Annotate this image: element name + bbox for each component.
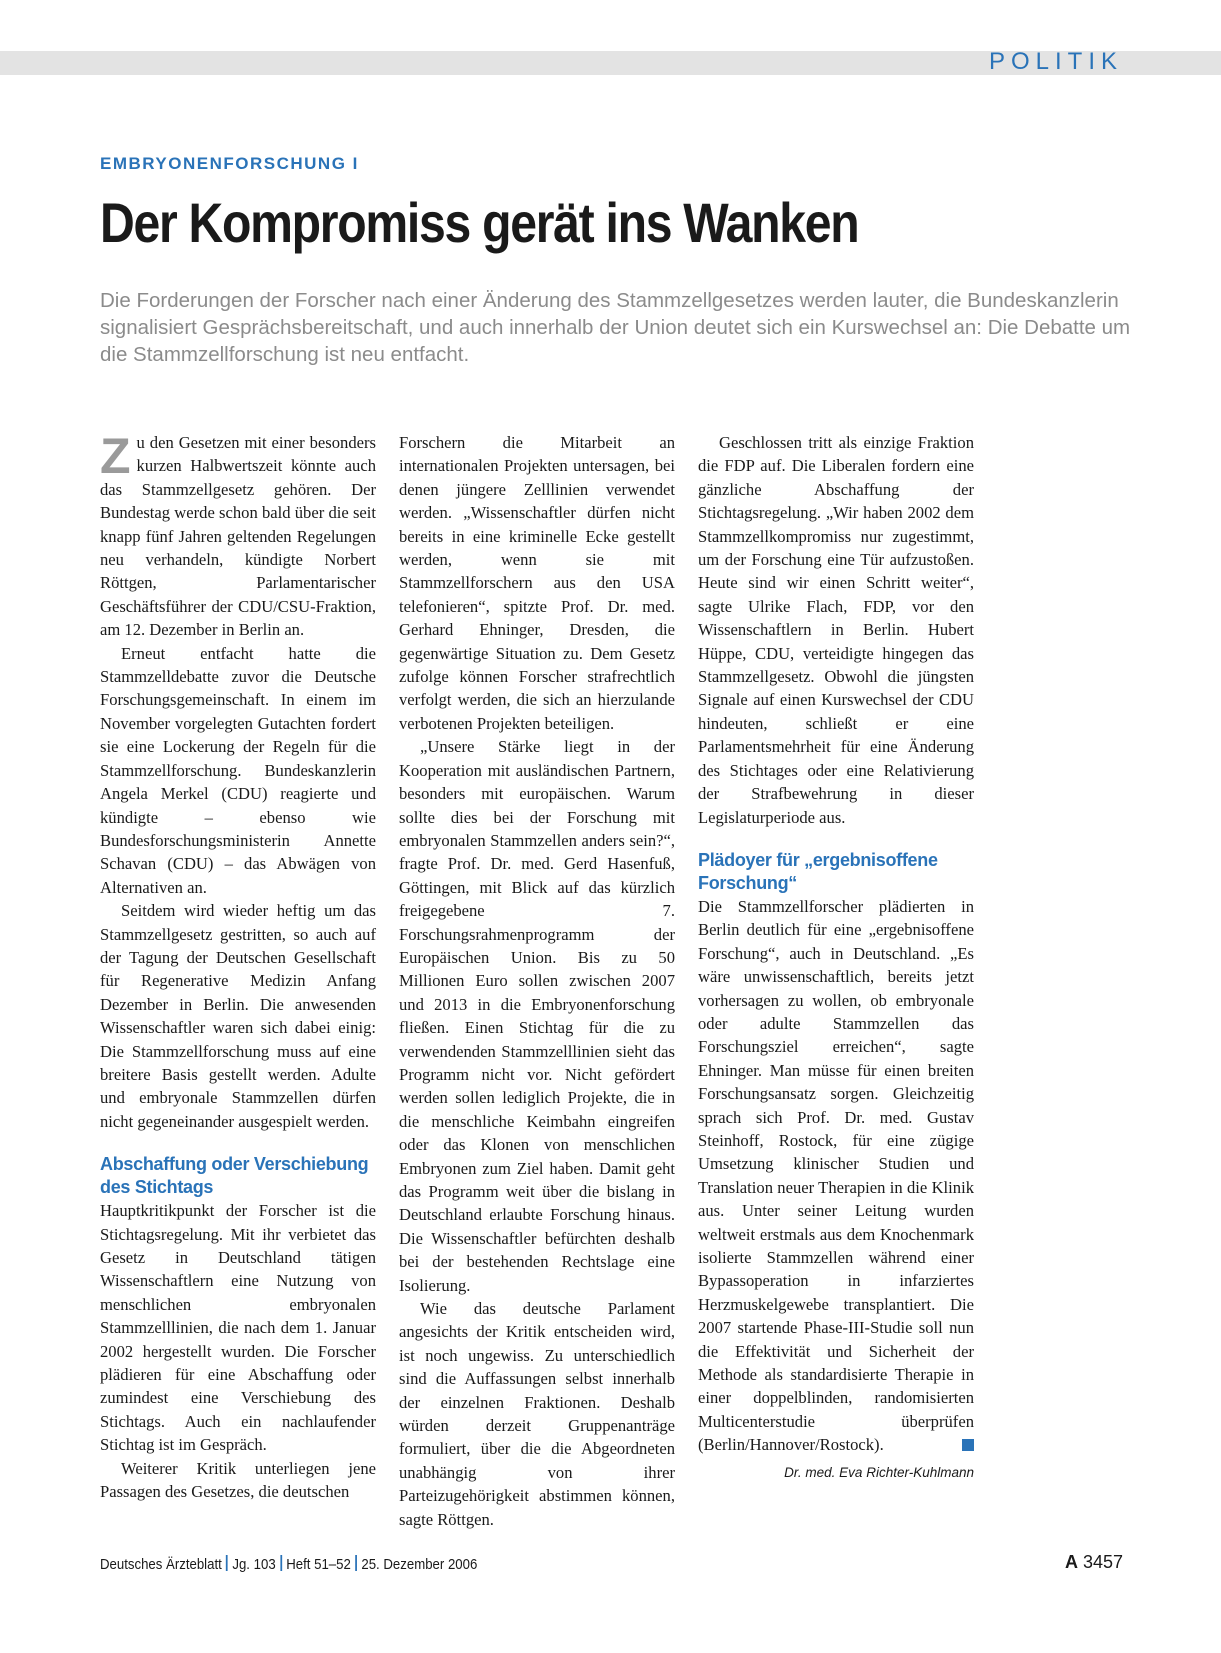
paragraph: Erneut entfacht hatte die Stammzelldebatte zuvor die Deutsche Forschungsgemeinschaft. In einem im November vorgelegten Gutachten fordert sie eine Lockerung der Regeln für die Stammzellforschung. Bundeskanzlerin Angela Merkel (CDU) reagierte und kündigte – ebenso wie Bundesforschungsministerin Annette Schavan (CDU) – das Abwägen von Alternativen an. bbox=[100, 643, 376, 897]
paragraph: Seitdem wird wieder heftig um das Stammzellgesetz gestritten, so auch auf der Tagung der Deutschen Gesellschaft für Regenerative Medizin Anfang Dezember in Berlin. Die anwesenden Wissenschaftler waren sich dabei einig: Die Stammzellforschung muss auf eine breitere Basis gestellt werden. Adulte und embryonale Stammzellen dürfen nicht gegeneinander ausgespielt werden. bbox=[100, 901, 376, 1131]
column-2 bbox=[399, 431, 675, 1531]
paragraph: Weiterer Kritik unterliegen jene Passagen des Gesetzes, die deutschen bbox=[100, 1458, 376, 1502]
separator bbox=[226, 1555, 228, 1571]
paragraph-text: u den Gesetzen mit einer besonders kurzen Halbwertszeit könnte auch das Stammzellgesetz gehören. Der Bundestag werde schon bald über die seit knapp fünf Jahren geltenden Regelungen neu verhandeln, kündigte Norbert Röttgen, Parlamentarischer Geschäftsführer der CDU/CSU-Fraktion, am 12. Dezember in Berlin an. bbox=[100, 433, 376, 640]
subheading: Plädoyer für „ergebnisoffene Forschung“ bbox=[698, 849, 938, 893]
author-byline: Dr. med. Eva Richter-Kuhlmann bbox=[784, 1464, 974, 1480]
drop-cap: Z bbox=[100, 428, 131, 484]
article-lead: Die Forderungen der Forscher nach einer Änderung des Stammzellgesetzes werden lauter, die Bundeskanzlerin signalisiert Gesprächsbereitschaft, und auch innerhalb der Union deutet sich ein Kurswechsel an: Die Debatte um die Stammzellforschung ist neu entfacht. bbox=[100, 289, 1131, 366]
separator bbox=[355, 1555, 357, 1571]
journal-volume: Jg. 103 bbox=[232, 1556, 276, 1573]
footer-citation bbox=[100, 1555, 477, 1573]
paragraph bbox=[100, 428, 376, 642]
paragraph-text: Die Stammzellforscher plädierten in Berlin deutlich für eine „ergebnisoffene Forschung“, auch in Deutschland. „Es wäre unwissenschaftlich, bereits jetzt vorhersagen zu wollen, ob embryonale oder adulte Stammzellen das Forschungsziel erreichen“, sagte Ehninger. Man müsse für einen breiten Forschungsansatz sorgen. Gleichzeitig sprach sich Prof. Dr. med. Gustav Steinhoff, Rostock, für eine zügige Umsetzung klinischer Studien und Translation neuer Therapien in die Klinik aus. Unter seiner Leitung wurden weltweit erstmals aus dem Knochenmark isolierte Stammzellen während einer Bypassoperation in infarziertes Herzmuskelgewebe transplantiert. Die 2007 startende Phase-III-Studie soll nun die Effektivität und Sicherheit der Methode als standardisierte Therapie in einer doppelblinden, randomisierten Multicenterstudie überprüfen (Berlin/Hannover/Rostock). bbox=[698, 896, 974, 1455]
journal-date: 25. Dezember 2006 bbox=[361, 1556, 478, 1573]
separator bbox=[280, 1555, 282, 1571]
paragraph: Forschern die Mitarbeit an internationalen Projekten untersagen, bei denen jüngere Zelllinien verwendet werden. „Wissenschaftler dürfen nicht bereits in eine kriminelle Ecke gestellt werden, wenn sie mit Stammzellforschern aus den USA telefonieren“, spitzte Prof. Dr. med. Gerhard Ehninger, Dresden, die gegenwärtige Situation zu. Dem Gesetz zufolge können Forscher strafrechtlich verfolgt werden, die sich an hierzulande verbotenen Projekten beteiligen. bbox=[399, 433, 675, 733]
end-square-icon bbox=[962, 1439, 974, 1451]
page-prefix: A bbox=[1064, 1552, 1078, 1572]
paragraph: Geschlossen tritt als einzige Fraktion die FDP auf. Die Liberalen fordern eine gänzliche Abschaffung der Stichtagsregelung. „Wir haben 2002 dem Stammzellkompromiss nur zugestimmt, um der Forschung eine Tür aufzustoßen. Heute sind wir einen Schritt weiter“, sagte Ulrike Flach, FDP, vor den Wissenschaftlern in Berlin. Hubert Hüppe, CDU, verteidigte hingegen das Stammzellgesetz. Obwohl die jüngsten Signale auf einen Kurswechsel der CDU hindeuten, schließt er eine Parlamentsmehrheit für eine Änderung des Stichtages oder eine Relativierung der Strafbewehrung in dieser Legislaturperiode aus. bbox=[698, 433, 974, 827]
subheading: Abschaffung oder Verschiebung des Stichtags bbox=[100, 1154, 369, 1198]
column-1 bbox=[100, 428, 376, 1503]
journal-issue: Heft 51–52 bbox=[286, 1556, 351, 1573]
paragraph: Hauptkritikpunkt der Forscher ist die Stichtagsregelung. Mit ihr verbietet das Gesetz in Deutschland tätigen Wissenschaftlern eine Nutzung von menschlichen embryonalen Stammzelllinien, die nach dem 1. Januar 2002 hergestellt wurden. Die Forscher plädieren für eine Abschaffung oder zumindest eine Verschiebung des Stichtags. Auch ein nachlaufender Stichtag ist im Gespräch. bbox=[100, 1201, 376, 1455]
page-number bbox=[1065, 1552, 1123, 1573]
column-3 bbox=[698, 431, 974, 1484]
paragraph bbox=[698, 895, 974, 1457]
article-title: Der Kompromiss gerät ins Wanken bbox=[100, 191, 859, 254]
paragraph: „Unsere Stärke liegt in der Kooperation mit ausländischen Partnern, besonders mit europäischen. Warum sollte dies bei der Forschung mit embryonalen Stammzellen anders sein?“, fragte Prof. Dr. med. Gerd Hasenfuß, Göttingen, mit Blick auf das kürzlich freigegebene 7. Forschungsrahmenprogramm der Europäischen Union. Bis zu 50 Millionen Euro sollen zwischen 2007 und 2013 in die Embryonenforschung fließen. Einen Stichtag für die zu verwendenden Stammzelllinien sieht das Programm nicht vor. Nicht gefördert werden sollen lediglich Projekte, die in die menschliche Keimbahn eingreifen oder das Klonen von menschlichen Embryonen zum Ziel haben. Damit geht das Programm weit über die bislang in Deutschland erlaubte Forschung hinaus. Die Wissenschaftler befürchten deshalb bei der bestehenden Rechtslage eine Isolierung. bbox=[399, 737, 675, 1295]
section-label: POLITIK bbox=[988, 48, 1123, 75]
article-kicker: EMBRYONENFORSCHUNG I bbox=[100, 154, 359, 173]
journal-name: Deutsches Ärzteblatt bbox=[100, 1556, 222, 1573]
page-number-value: 3457 bbox=[1082, 1552, 1123, 1572]
paragraph: Wie das deutsche Parlament angesichts der Kritik entscheiden wird, ist noch ungewiss. Zu unterschiedlich sind die Auffassungen selbst innerhalb der einzelnen Fraktionen. Deshalb würden derzeit Gruppenanträge formuliert, über die die Abgeordneten unabhängig von ihrer Parteizugehörigkeit abstimmen können, sagte Röttgen. bbox=[399, 1299, 675, 1529]
